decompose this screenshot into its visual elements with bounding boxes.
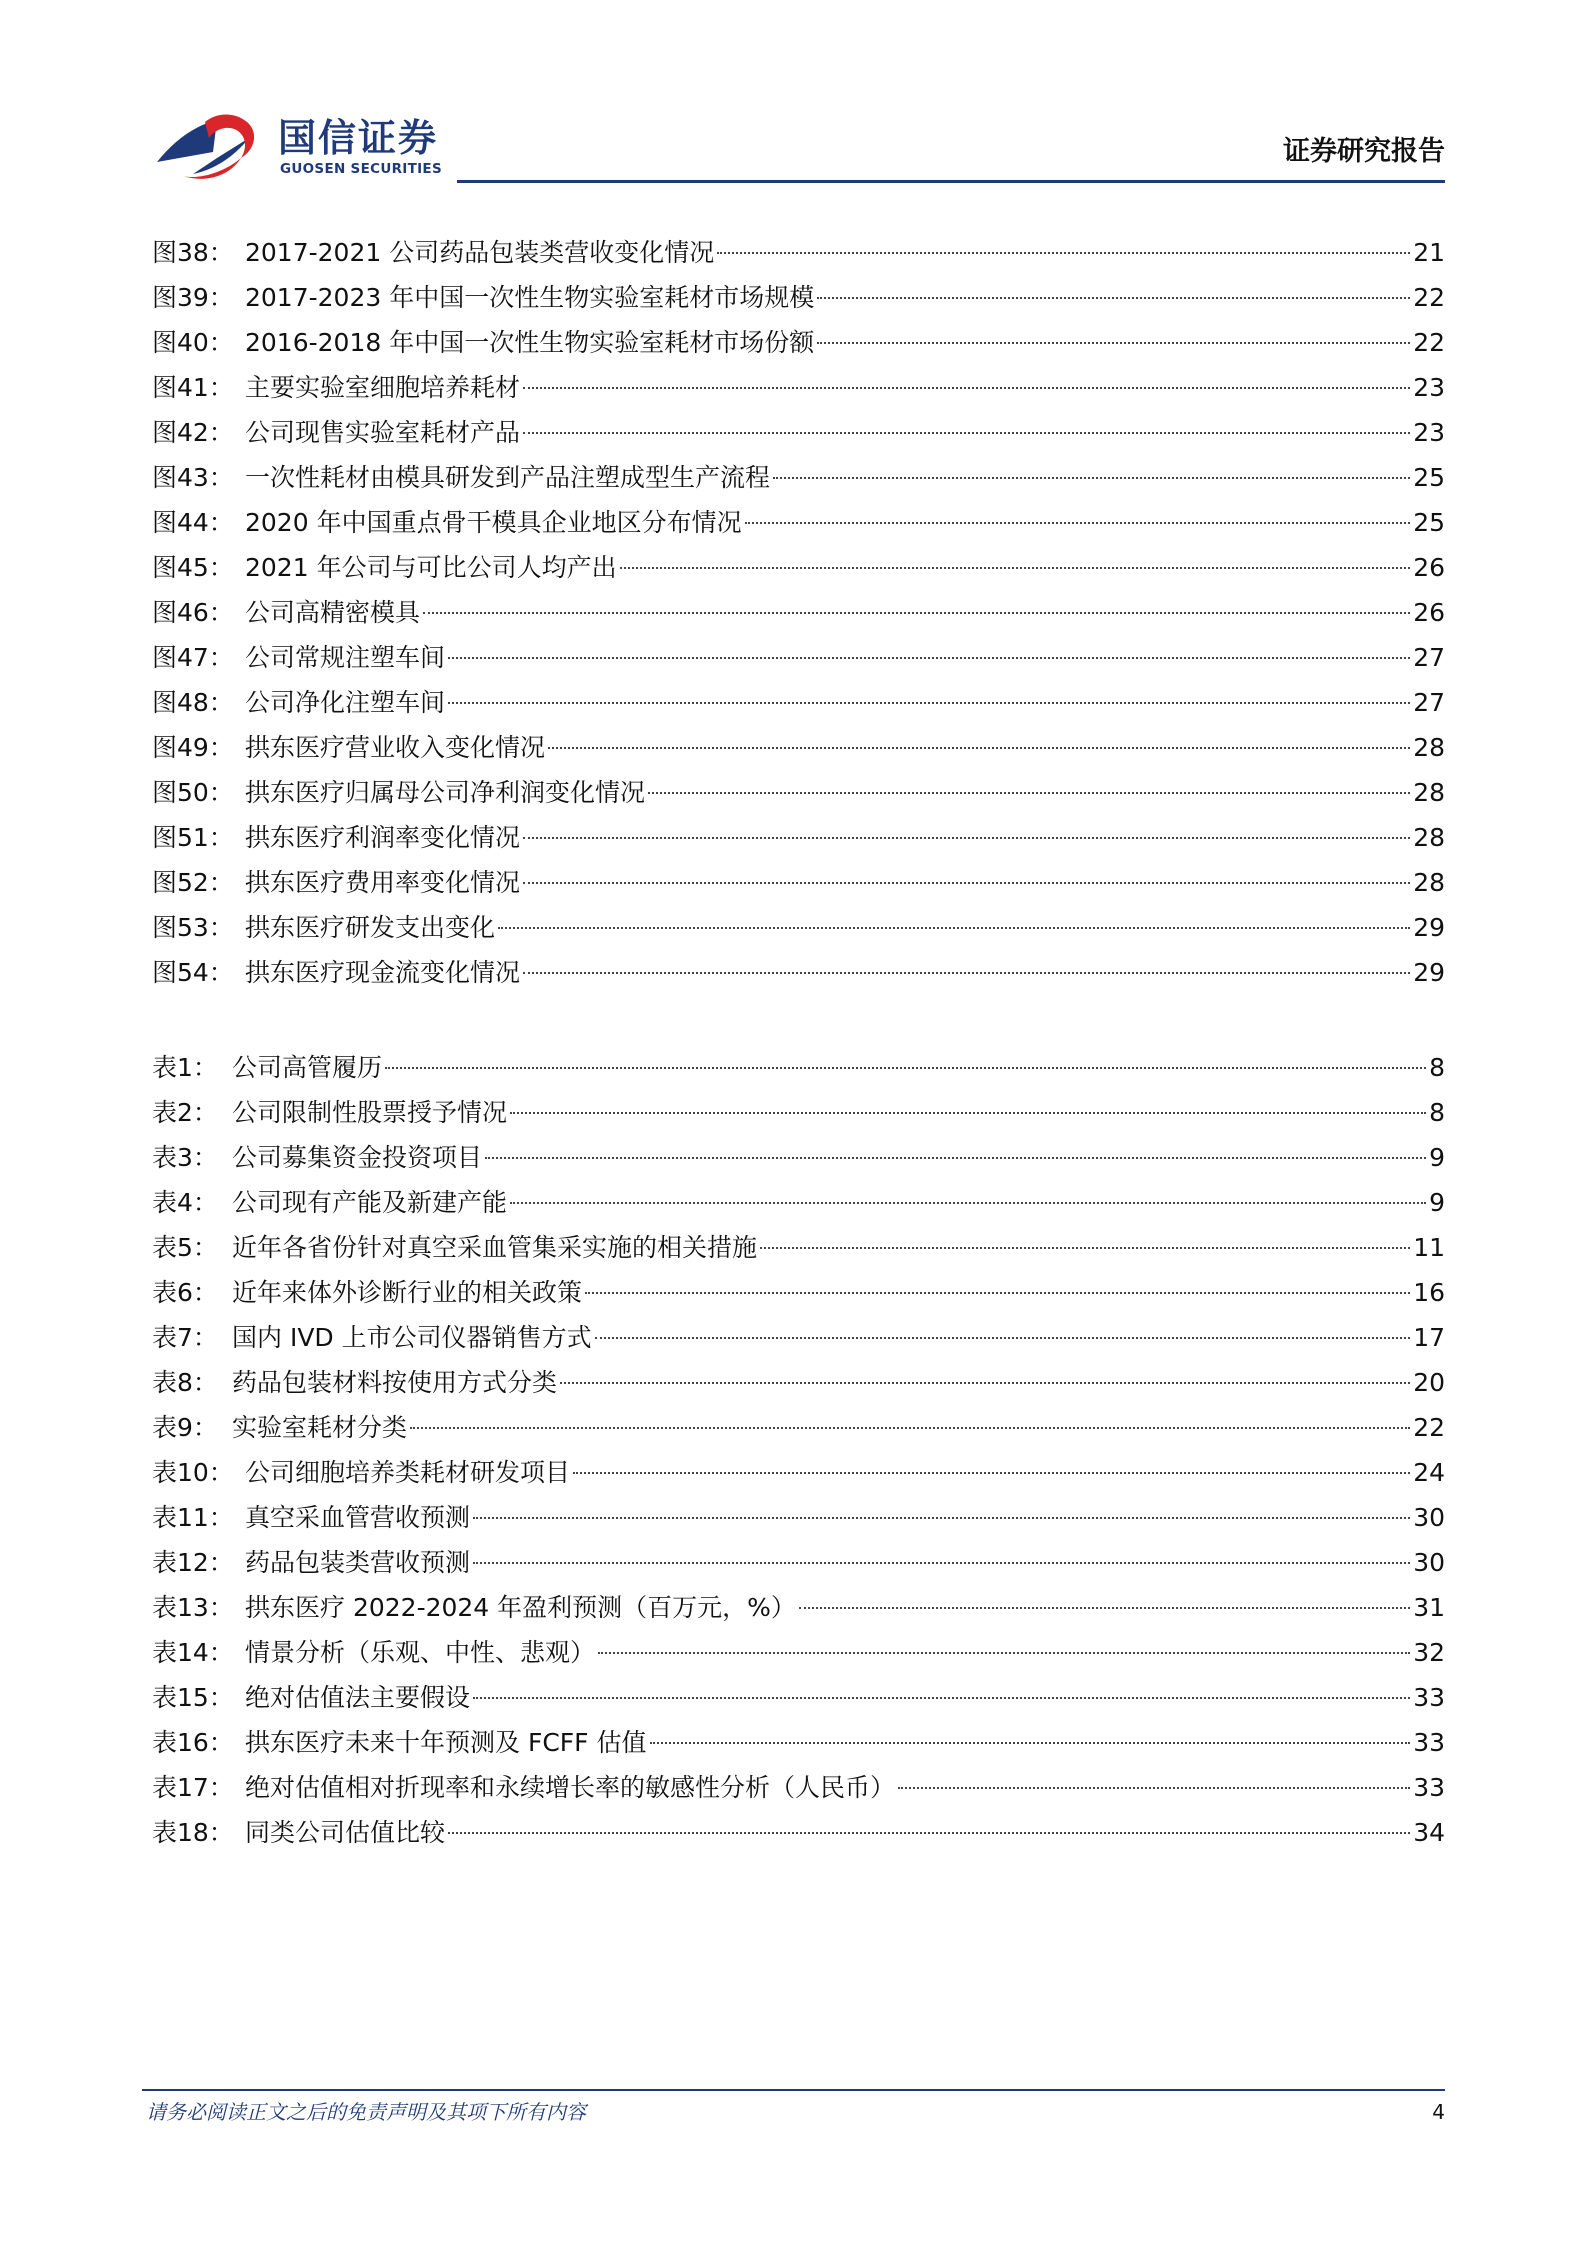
toc-table-entry[interactable] <box>152 1315 1445 1360</box>
entry-label: 图45： <box>152 553 234 582</box>
logo-chinese-name: 国信证券 <box>278 116 439 160</box>
entry-title: 2017-2023 年中国一次性生物实验室耗材市场规模 <box>245 283 815 312</box>
entry-label: 图51： <box>152 823 234 852</box>
entry-title: 实验室耗材分类 <box>232 1413 408 1442</box>
entry-title: 拱东医疗营业收入变化情况 <box>245 733 546 762</box>
toc-figure-entry[interactable] <box>152 545 1445 590</box>
dot-leader <box>817 342 1410 344</box>
dot-leader <box>523 882 1410 884</box>
entry-page-number: 22 <box>1413 1413 1445 1442</box>
dot-leader <box>620 567 1411 569</box>
entry-title: 绝对估值相对折现率和永续增长率的敏感性分析（人民币） <box>245 1773 896 1802</box>
dot-leader <box>595 1337 1411 1339</box>
entry-page-number: 16 <box>1413 1278 1445 1307</box>
entry-label: 表2： <box>152 1098 218 1127</box>
entry-label: 表8： <box>152 1368 218 1397</box>
entry-label: 表9： <box>152 1413 218 1442</box>
entry-title: 同类公司估值比较 <box>245 1818 446 1847</box>
toc-table-entry[interactable] <box>152 1675 1445 1720</box>
entry-label: 表15： <box>152 1683 234 1712</box>
report-type-title: 证券研究报告 <box>1283 136 1445 167</box>
toc-table-entry[interactable] <box>152 1450 1445 1495</box>
toc-table-entry[interactable] <box>152 1630 1445 1675</box>
entry-page-number: 29 <box>1413 913 1445 942</box>
toc-figure-entry[interactable] <box>152 725 1445 770</box>
dot-leader <box>485 1157 1426 1159</box>
dot-leader <box>448 1832 1410 1834</box>
entry-page-number: 31 <box>1413 1593 1445 1622</box>
toc-table-entry[interactable] <box>152 1585 1445 1630</box>
entry-title: 近年来体外诊断行业的相关政策 <box>232 1278 583 1307</box>
entry-page-number: 29 <box>1413 958 1445 987</box>
entry-page-number: 33 <box>1413 1728 1445 1757</box>
entry-title: 2017-2021 公司药品包装类营收变化情况 <box>245 238 715 267</box>
entry-page-number: 30 <box>1413 1548 1445 1577</box>
toc-table-entry[interactable] <box>152 1270 1445 1315</box>
entry-label: 表17： <box>152 1773 234 1802</box>
entry-page-number: 8 <box>1429 1053 1445 1082</box>
entry-page-number: 27 <box>1413 688 1445 717</box>
dot-leader <box>523 837 1410 839</box>
toc-table-entry[interactable] <box>152 1810 1445 1855</box>
dot-leader <box>760 1247 1410 1249</box>
entry-label: 图53： <box>152 913 234 942</box>
entry-label: 表16： <box>152 1728 234 1757</box>
entry-page-number: 23 <box>1413 418 1445 447</box>
entry-page-number: 21 <box>1413 238 1445 267</box>
toc-figure-entry[interactable] <box>152 815 1445 860</box>
entry-title: 公司常规注塑车间 <box>245 643 446 672</box>
toc-table-entry[interactable] <box>152 1360 1445 1405</box>
entry-page-number: 20 <box>1413 1368 1445 1397</box>
toc-table-entry[interactable] <box>152 1495 1445 1540</box>
entry-title: 情景分析（乐观、中性、悲观） <box>245 1638 596 1667</box>
entry-page-number: 25 <box>1413 508 1445 537</box>
disclaimer-text: 请务必阅读正文之后的免责声明及其项下所有内容 <box>146 2100 586 2124</box>
dot-leader <box>473 1517 1410 1519</box>
entry-page-number: 11 <box>1413 1233 1445 1262</box>
toc-table-entry[interactable] <box>152 1180 1445 1225</box>
toc-figure-entry[interactable] <box>152 320 1445 365</box>
dot-leader <box>473 1562 1410 1564</box>
entry-label: 图47： <box>152 643 234 672</box>
toc-table-entry[interactable] <box>152 1225 1445 1270</box>
entry-title: 药品包装类营收预测 <box>245 1548 471 1577</box>
toc-figure-entry[interactable] <box>152 770 1445 815</box>
entry-page-number: 22 <box>1413 328 1445 357</box>
dot-leader <box>498 927 1410 929</box>
entry-label: 图54： <box>152 958 234 987</box>
entry-page-number: 8 <box>1429 1098 1445 1127</box>
entry-label: 表4： <box>152 1188 218 1217</box>
header-divider <box>457 180 1445 183</box>
entry-title: 拱东医疗费用率变化情况 <box>245 868 521 897</box>
entry-label: 表11： <box>152 1503 234 1532</box>
entry-title: 近年各省份针对真空采血管集采实施的相关措施 <box>232 1233 758 1262</box>
entry-label: 表18： <box>152 1818 234 1847</box>
toc-table-entry[interactable] <box>152 1405 1445 1450</box>
entry-page-number: 23 <box>1413 373 1445 402</box>
toc-figure-entry[interactable] <box>152 680 1445 725</box>
dot-leader <box>523 972 1410 974</box>
entry-page-number: 28 <box>1413 778 1445 807</box>
entry-label: 图50： <box>152 778 234 807</box>
entry-label: 表1： <box>152 1053 218 1082</box>
guosen-logo-icon <box>155 112 270 184</box>
entry-title: 拱东医疗现金流变化情况 <box>245 958 521 987</box>
table-of-contents <box>152 230 1445 1855</box>
dot-leader <box>423 612 1410 614</box>
toc-figure-entry[interactable] <box>152 500 1445 545</box>
entry-label: 图44： <box>152 508 234 537</box>
toc-table-entry[interactable] <box>152 1540 1445 1585</box>
entry-title: 国内 IVD 上市公司仪器销售方式 <box>232 1323 592 1352</box>
entry-title: 拱东医疗利润率变化情况 <box>245 823 521 852</box>
entry-label: 图42： <box>152 418 234 447</box>
toc-figure-entry[interactable] <box>152 905 1445 950</box>
entry-label: 表3： <box>152 1143 218 1172</box>
entry-label: 图49： <box>152 733 234 762</box>
entry-title: 绝对估值法主要假设 <box>245 1683 471 1712</box>
dot-leader <box>799 1607 1410 1609</box>
dot-leader <box>717 252 1410 254</box>
toc-figure-entry[interactable] <box>152 275 1445 320</box>
dot-leader <box>448 657 1410 659</box>
entry-page-number: 34 <box>1413 1818 1445 1847</box>
entry-page-number: 9 <box>1429 1188 1445 1217</box>
entry-title: 公司限制性股票授予情况 <box>232 1098 508 1127</box>
entry-title: 药品包装材料按使用方式分类 <box>232 1368 558 1397</box>
entry-page-number: 24 <box>1413 1458 1445 1487</box>
toc-figure-entry[interactable] <box>152 635 1445 680</box>
entry-page-number: 28 <box>1413 868 1445 897</box>
dot-leader <box>523 432 1410 434</box>
dot-leader <box>510 1112 1426 1114</box>
entry-page-number: 33 <box>1413 1683 1445 1712</box>
entry-label: 图38： <box>152 238 234 267</box>
dot-leader <box>898 1787 1410 1789</box>
toc-figure-entry[interactable] <box>152 410 1445 455</box>
toc-table-entry[interactable] <box>152 1720 1445 1765</box>
entry-label: 表14： <box>152 1638 234 1667</box>
toc-table-entry[interactable] <box>152 1765 1445 1810</box>
dot-leader <box>473 1697 1410 1699</box>
entry-page-number: 9 <box>1429 1143 1445 1172</box>
dot-leader <box>773 477 1410 479</box>
toc-figure-entry[interactable] <box>152 590 1445 635</box>
entry-title: 公司净化注塑车间 <box>245 688 446 717</box>
entry-label: 图39： <box>152 283 234 312</box>
entry-label: 图52： <box>152 868 234 897</box>
dot-leader <box>523 387 1410 389</box>
section-spacer <box>152 995 1445 1045</box>
page-number: 4 <box>1432 2100 1445 2124</box>
entry-title: 拱东医疗 2022-2024 年盈利预测（百万元，%） <box>245 1593 796 1622</box>
toc-figure-entry[interactable] <box>152 230 1445 275</box>
toc-table-entry[interactable] <box>152 1135 1445 1180</box>
entry-title: 公司细胞培养类耗材研发项目 <box>245 1458 571 1487</box>
dot-leader <box>817 297 1410 299</box>
entry-title: 2020 年中国重点骨干模具企业地区分布情况 <box>245 508 742 537</box>
entry-page-number: 22 <box>1413 283 1445 312</box>
dot-leader <box>573 1472 1410 1474</box>
dot-leader <box>448 702 1410 704</box>
entry-label: 图43： <box>152 463 234 492</box>
toc-figure-entry[interactable] <box>152 860 1445 905</box>
dot-leader <box>745 522 1411 524</box>
toc-figure-entry[interactable] <box>152 455 1445 500</box>
entry-title: 拱东医疗未来十年预测及 FCFF 估值 <box>245 1728 647 1757</box>
entry-label: 图46： <box>152 598 234 627</box>
entry-page-number: 17 <box>1413 1323 1445 1352</box>
entry-label: 表13： <box>152 1593 234 1622</box>
entry-title: 2021 年公司与可比公司人均产出 <box>245 553 617 582</box>
entry-page-number: 26 <box>1413 598 1445 627</box>
entry-title: 2016-2018 年中国一次性生物实验室耗材市场份额 <box>245 328 815 357</box>
entry-title: 公司现售实验室耗材产品 <box>245 418 521 447</box>
entry-page-number: 28 <box>1413 823 1445 852</box>
entry-page-number: 32 <box>1413 1638 1445 1667</box>
entry-title: 拱东医疗研发支出变化 <box>245 913 496 942</box>
entry-title: 公司高管履历 <box>232 1053 383 1082</box>
entry-label: 表10： <box>152 1458 234 1487</box>
entry-title: 主要实验室细胞培养耗材 <box>245 373 521 402</box>
entry-title: 真空采血管营收预测 <box>245 1503 471 1532</box>
footer-divider <box>142 2089 1445 2091</box>
dot-leader <box>648 792 1410 794</box>
toc-figure-entry[interactable] <box>152 365 1445 410</box>
entry-label: 图48： <box>152 688 234 717</box>
entry-page-number: 26 <box>1413 553 1445 582</box>
toc-figure-entry[interactable] <box>152 950 1445 995</box>
entry-title: 公司募集资金投资项目 <box>232 1143 483 1172</box>
entry-title: 一次性耗材由模具研发到产品注塑成型生产流程 <box>245 463 771 492</box>
entry-title: 公司现有产能及新建产能 <box>232 1188 508 1217</box>
entry-label: 表7： <box>152 1323 218 1352</box>
dot-leader <box>410 1427 1410 1429</box>
entry-page-number: 25 <box>1413 463 1445 492</box>
entry-title: 拱东医疗归属母公司净利润变化情况 <box>245 778 646 807</box>
dot-leader <box>598 1652 1410 1654</box>
entry-label: 表6： <box>152 1278 218 1307</box>
entry-page-number: 33 <box>1413 1773 1445 1802</box>
entry-title: 公司高精密模具 <box>245 598 421 627</box>
entry-page-number: 28 <box>1413 733 1445 762</box>
logo-english-name: GUOSEN SECURITIES <box>280 161 442 177</box>
entry-label: 图41： <box>152 373 234 402</box>
dot-leader <box>560 1382 1410 1384</box>
entry-page-number: 27 <box>1413 643 1445 672</box>
entry-page-number: 30 <box>1413 1503 1445 1532</box>
dot-leader <box>650 1742 1411 1744</box>
entry-label: 表5： <box>152 1233 218 1262</box>
page-header <box>0 0 1587 190</box>
dot-leader <box>510 1202 1426 1204</box>
entry-label: 表12： <box>152 1548 234 1577</box>
entry-label: 图40： <box>152 328 234 357</box>
dot-leader <box>548 747 1410 749</box>
dot-leader <box>385 1067 1426 1069</box>
toc-table-entry[interactable] <box>152 1090 1445 1135</box>
toc-table-entry[interactable] <box>152 1045 1445 1090</box>
dot-leader <box>585 1292 1410 1294</box>
